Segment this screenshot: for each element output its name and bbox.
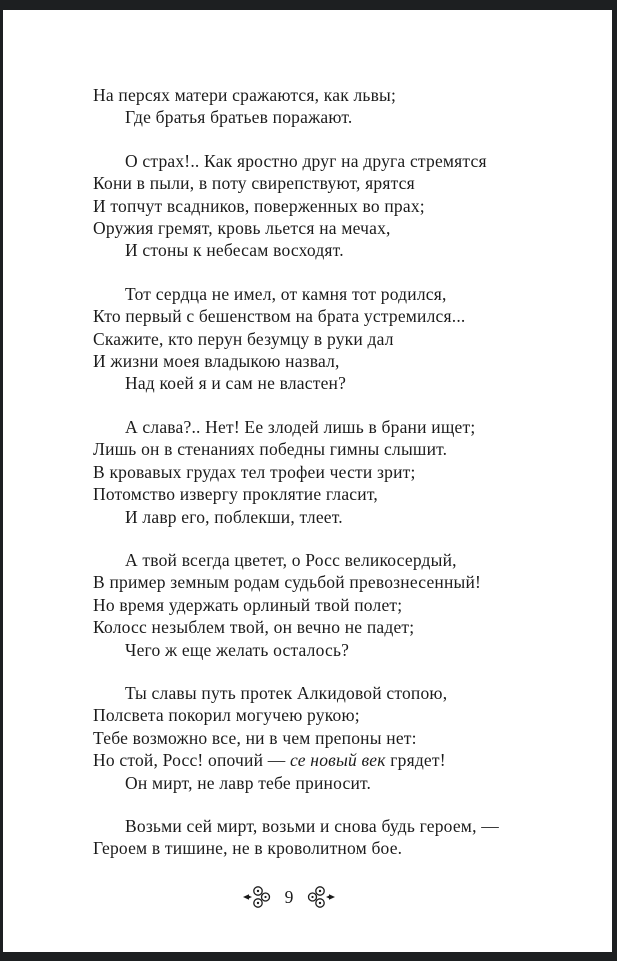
poem-line <box>93 195 542 217</box>
poem-line-segment: Потомство извергу проклятие гласит, <box>93 484 378 505</box>
poem-line-segment: И стоны к небесам восходят. <box>125 240 344 261</box>
poem-line-segment: Скажите, кто перун безумцу в руки дал <box>93 328 394 349</box>
poem-line <box>93 639 542 661</box>
poem-line-segment: Над коей я и сам не властен? <box>125 373 347 394</box>
poem-line-segment: Он мирт, не лавр тебе приносит. <box>125 772 372 793</box>
poem-text <box>93 84 542 881</box>
stanza <box>93 283 542 395</box>
poem-line <box>93 350 542 372</box>
poem-line-segment: Тебе возможно все, ни в чем препоны нет: <box>93 727 417 748</box>
poem-line <box>93 815 542 837</box>
poem-line <box>93 571 542 593</box>
poem-line-segment: В пример земным родам судьбой превознесенный! <box>93 572 482 593</box>
poem-line-segment: На персях матери сражаются, как львы; <box>93 85 397 105</box>
poem-line <box>93 372 542 394</box>
poem-line-segment: Но стой, Росс! опочий — <box>93 750 291 771</box>
poem-line <box>93 483 542 505</box>
poem-line <box>93 506 542 528</box>
footer-inner <box>243 884 336 910</box>
poem-line <box>93 106 542 128</box>
poem-line <box>93 837 542 859</box>
poem-line-segment: Полсвета покорил могучею рукою; <box>93 705 360 726</box>
poem-line <box>93 682 542 704</box>
page-footer <box>93 884 485 915</box>
poem-line <box>93 217 542 239</box>
stanza <box>93 815 542 860</box>
stanza <box>93 84 542 129</box>
poem-line <box>93 704 542 726</box>
poem-line-segment: Героем в тишине, не в кроволитном бое. <box>93 838 403 859</box>
poem-line <box>93 283 542 305</box>
poem-line-segment: Чего ж еще желать осталось? <box>125 639 350 660</box>
poem-line-segment: О страх!.. Как яростно друг на друга стремятся <box>125 150 487 171</box>
poem-line <box>93 594 542 616</box>
poem-line <box>93 172 542 194</box>
poem-line <box>93 461 542 483</box>
poem-line <box>93 616 542 638</box>
poem-line <box>93 239 542 261</box>
poem-line-segment: грядет! <box>385 750 446 771</box>
poem-line-segment: Оружия гремят, кровь льется на мечах, <box>93 218 391 239</box>
poem-line <box>93 150 542 172</box>
poem-line <box>93 772 542 794</box>
poem-line-segment: Кони в пыли, в поту свирепствуют, ярятся <box>93 173 415 194</box>
page-number: 9 <box>284 887 294 907</box>
poem-line-segment: И топчут всадников, поверженных во прах; <box>93 195 425 216</box>
poem-line <box>93 549 542 571</box>
poem-line <box>93 84 542 106</box>
poem-line-segment: А твой всегда цветет, о Росс великосердый, <box>125 549 457 570</box>
poem-line-segment: Лишь он в стенаниях победны гимны слышит. <box>93 439 448 460</box>
poem-line-segment-italic: се новый век <box>290 750 386 771</box>
poem-line-segment: Тот сердца не имел, от камня тот родился, <box>125 283 447 304</box>
poem-line-segment: И лавр его, поблекши, тлеет. <box>125 506 343 527</box>
fleuron-left-icon <box>243 884 271 910</box>
poem-line <box>93 305 542 327</box>
poem-line <box>93 438 542 460</box>
poem-line-segment: А слава?.. Нет! Ее злодей лишь в брани ищет; <box>125 416 476 437</box>
poem-line-segment: В кровавых грудах тел трофеи чести зрит; <box>93 461 416 482</box>
stanza <box>93 682 542 794</box>
poem-line <box>93 727 542 749</box>
poem-line-segment: Где братья братьев поражают. <box>125 107 353 128</box>
stanza <box>93 416 542 528</box>
poem-line <box>93 416 542 438</box>
stanza <box>93 549 542 661</box>
poem-line <box>93 328 542 350</box>
poem-line-segment: И жизни моея владыкою назвал, <box>93 351 340 372</box>
poem-line-segment: Возьми сей мирт, возьми и снова будь героем, — <box>125 815 499 836</box>
stanza <box>93 150 542 262</box>
poem-line-segment: Но время удержать орлиный твой полет; <box>93 594 403 615</box>
fleuron-right-icon <box>307 884 335 910</box>
poem-line <box>93 749 542 771</box>
poem-line-segment: Кто первый с бешенством на брата устремился... <box>93 306 466 327</box>
poem-line-segment: Ты славы путь протек Алкидовой стопою, <box>125 682 448 703</box>
poem-line-segment: Колосс незыблем твой, он вечно не падет; <box>93 617 415 638</box>
